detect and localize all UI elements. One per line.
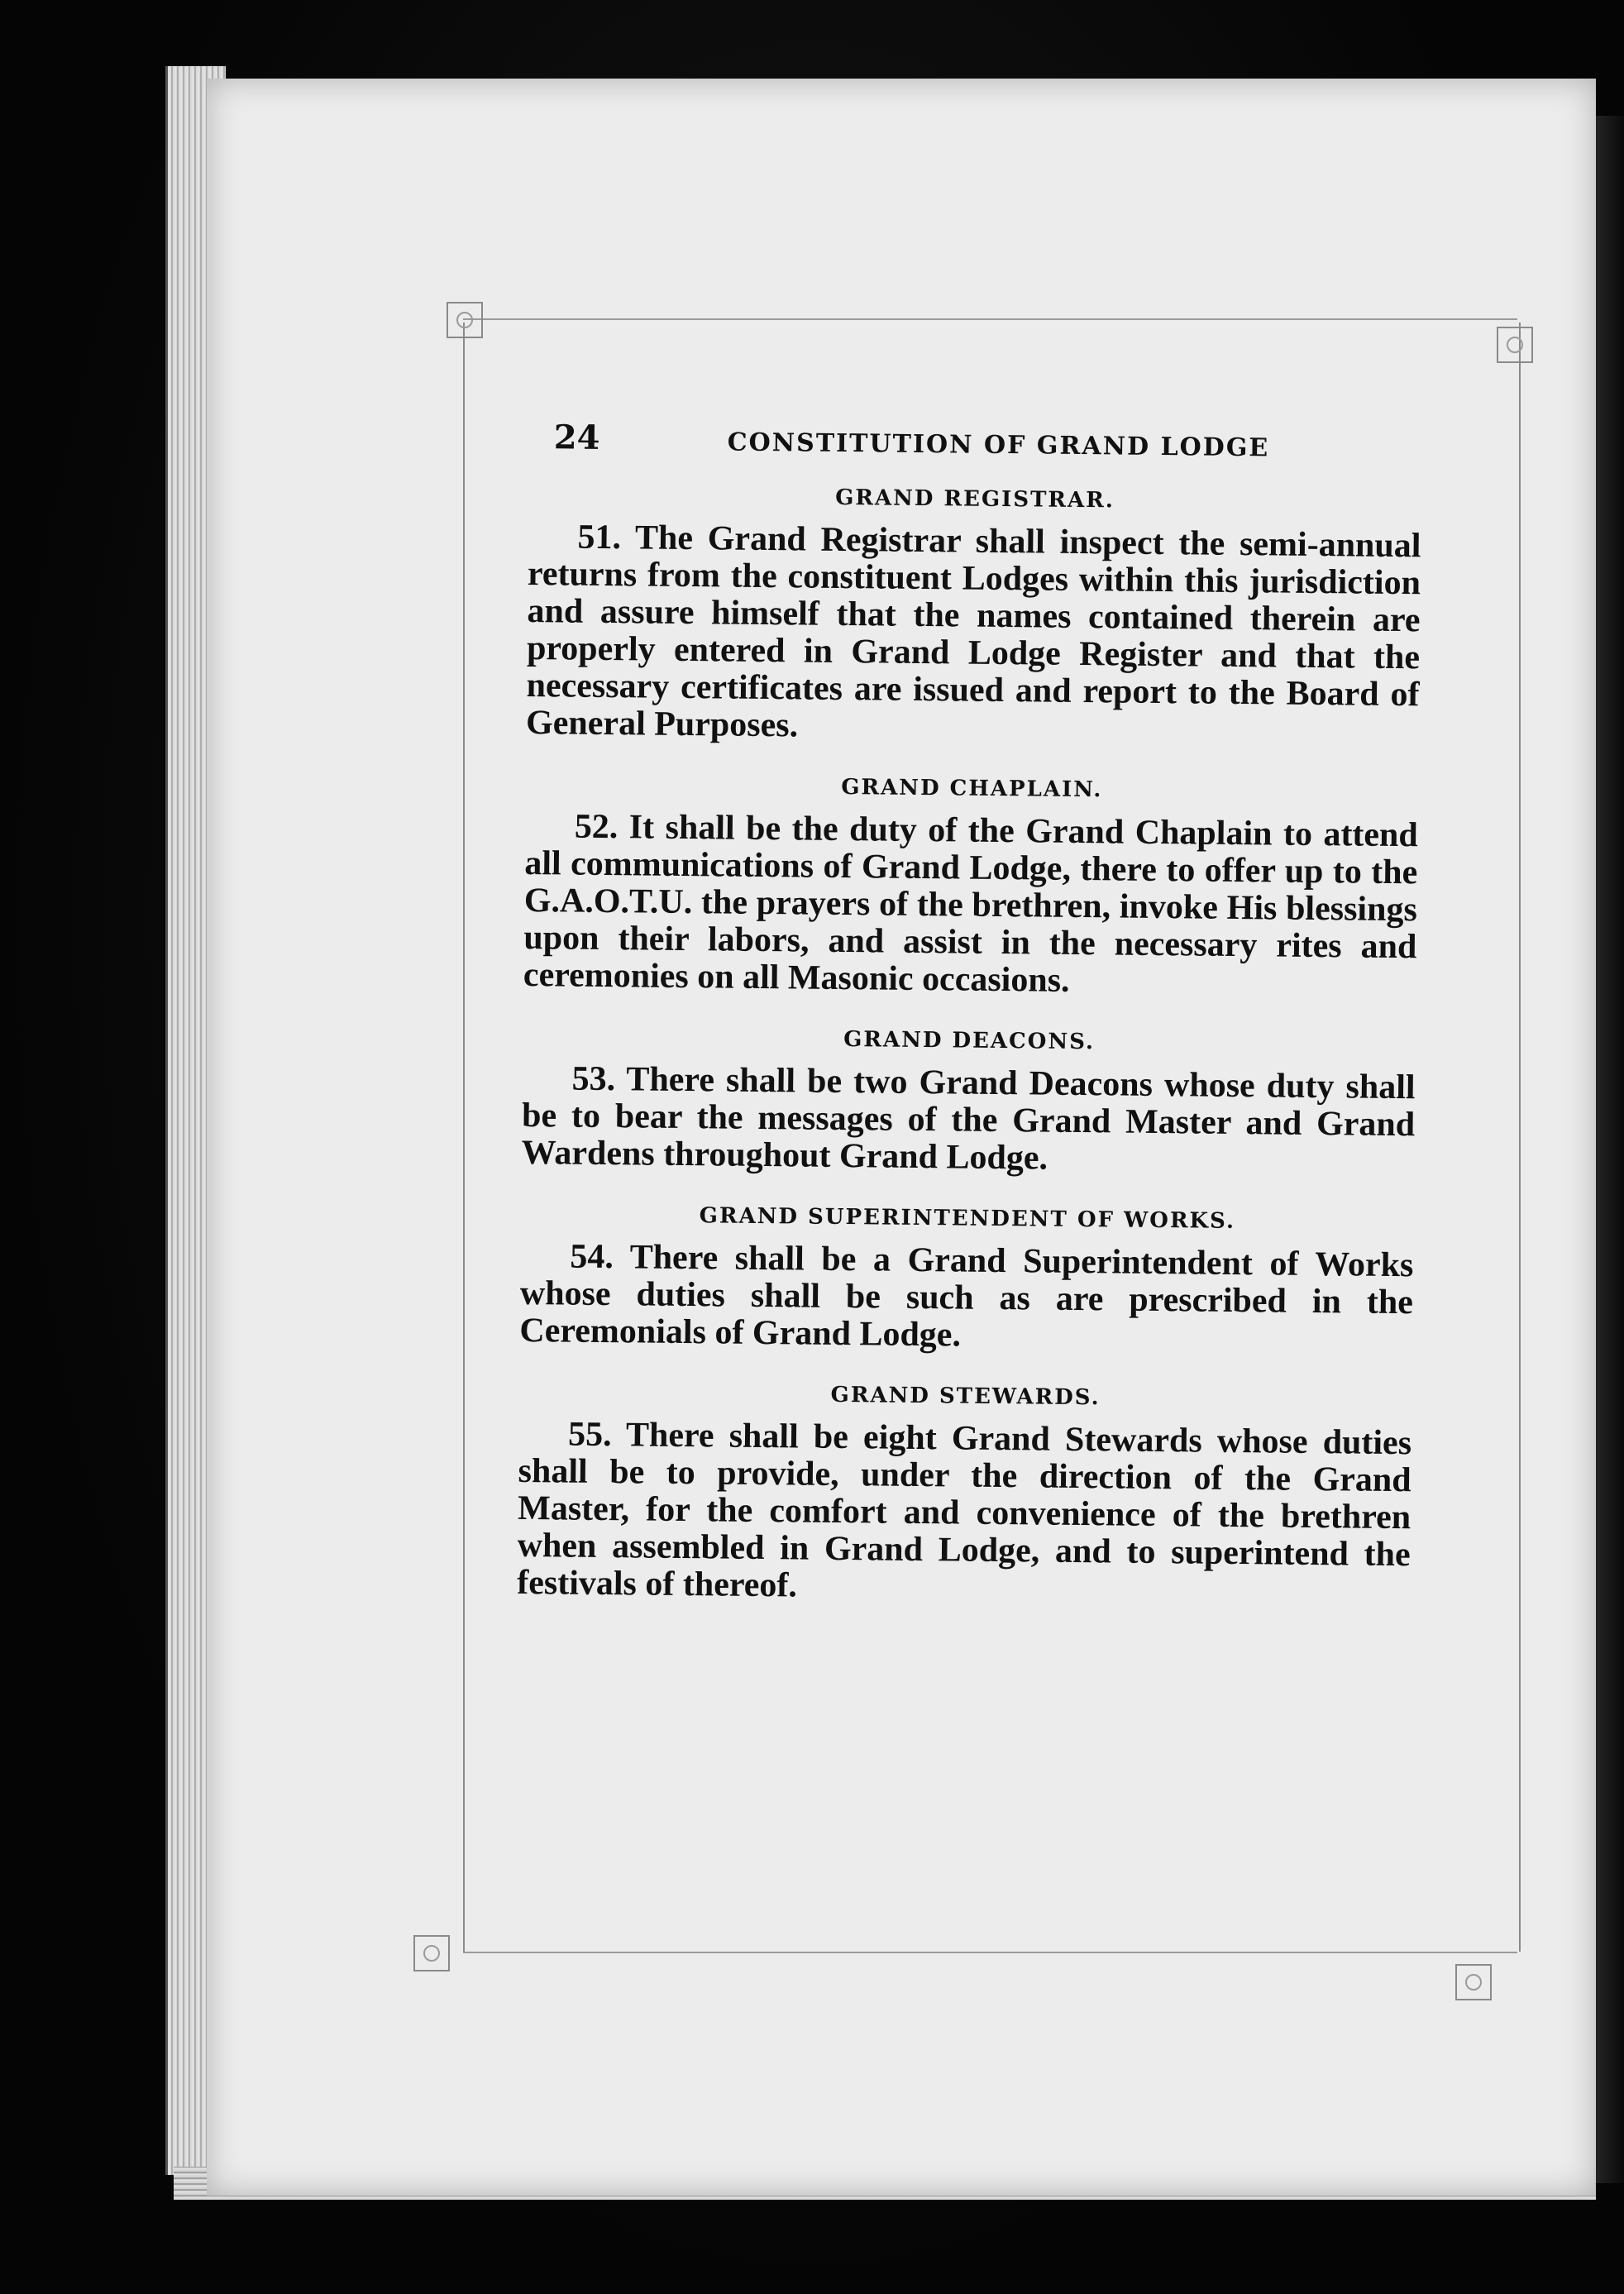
section-paragraph (519, 1238, 1413, 1359)
paragraph-number: 52. (574, 807, 619, 847)
paragraph-number: 54. (570, 1237, 614, 1277)
section-heading: GRAND STEWARDS. (830, 1382, 1101, 1411)
paragraph-text: It shall be the duty of the Grand Chaplain to attend all communications of Grand Lodge, there to offer up to the G.A.O.T.U. the prayers of the brethren, invoke His blessings upon their labors, and assist in the necessary rites and ceremonies on all Masonic occasions. (523, 808, 1419, 1000)
paragraph-number: 55. (567, 1415, 612, 1455)
corner-ornament-icon (447, 302, 483, 338)
section-grand-stewards (517, 1379, 1412, 1611)
section-paragraph (517, 1416, 1411, 1611)
section-paragraph (523, 808, 1418, 1003)
paragraph-text: The Grand Registrar shall inspect the semi-annual returns from the constituent Lodges within this jurisdiction and assure himself that the names contained therein are properly entered in Grand Lodge Register and that the necessary certificates are issued and report to the Board of General Purposes. (525, 519, 1421, 745)
section-paragraph (521, 1060, 1415, 1181)
paragraph-text: There shall be eight Grand Stewards whose duties shall be to provide, under the direction of the Grand Master, for the comfort and convenience of the brethren when assembled in Grand Lodge, and to superintend the festivals of thereof. (517, 1416, 1412, 1605)
section-heading: GRAND CHAPLAIN. (841, 774, 1103, 803)
running-head: CONSTITUTION OF GRAND LODGE (727, 428, 1270, 463)
section-grand-chaplain (523, 772, 1419, 1003)
page-header (528, 418, 1422, 476)
section-heading: GRAND SUPERINTENDENT OF WORKS. (699, 1203, 1236, 1234)
page-content (517, 418, 1422, 1641)
paragraph-text: There shall be two Grand Deacons whose duty shall be to bear the messages of the Grand Master and Grand Wardens throughout Grand Lodge. (521, 1060, 1416, 1178)
page-number: 24 (553, 418, 600, 457)
frame-rule-bottom (463, 1952, 1517, 1953)
paragraph-number: 53. (571, 1059, 616, 1099)
section-grand-superintendent (519, 1202, 1414, 1359)
paragraph-text: There shall be a Grand Superintendent of Works whose duties shall be such as are prescribed in the Ceremonials of Grand Lodge. (519, 1238, 1414, 1355)
corner-ornament-icon (1455, 1964, 1492, 2000)
corner-ornament-icon (1497, 327, 1533, 363)
section-grand-registrar (526, 482, 1421, 751)
section-grand-deacons (521, 1024, 1416, 1181)
section-heading: GRAND DEACONS. (843, 1027, 1096, 1055)
paragraph-number: 51. (577, 518, 622, 557)
section-paragraph (526, 519, 1421, 751)
frame-rule-top (463, 318, 1517, 320)
section-heading: GRAND REGISTRAR. (834, 485, 1115, 514)
corner-ornament-icon (413, 1935, 450, 1971)
